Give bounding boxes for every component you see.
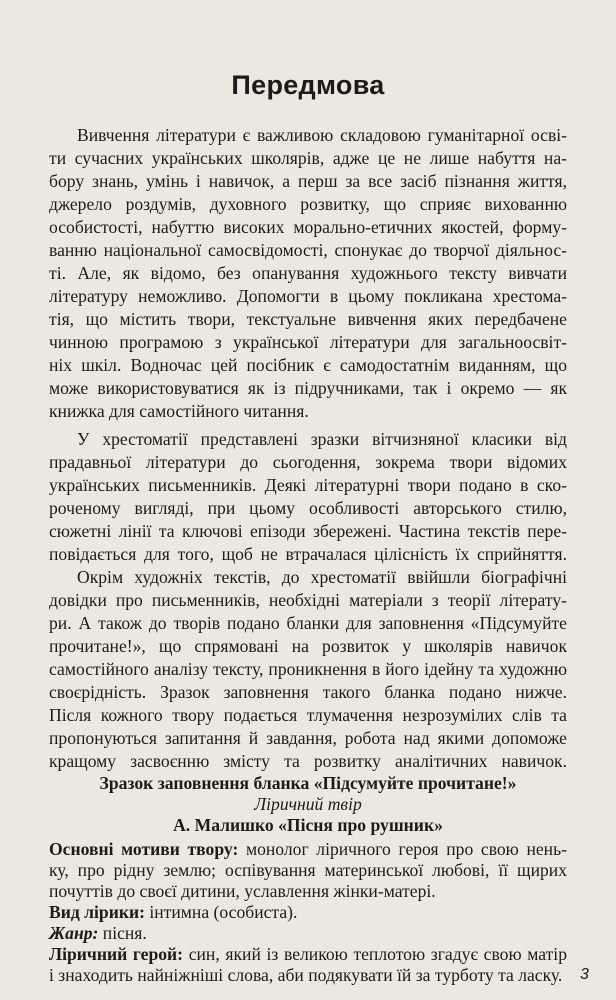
text-line: ри. А також до творів подано бланки для заповнення «Підсумуйте bbox=[49, 613, 567, 633]
lyric-kind-text: інтимна (особиста). bbox=[144, 902, 298, 922]
text-line: літературу неможливо. Допомогти в цьому покликана хрестома- bbox=[49, 286, 567, 306]
text-line: повідається для того, щоб не втрачалася цілісність їх сприйняття. bbox=[49, 544, 567, 564]
text-line: ті. Але, як відомо, без опанування художнього тексту вивчати bbox=[49, 263, 567, 283]
text-line: може використовуватися як із підручниками, так і окремо — як bbox=[49, 378, 567, 398]
text-line: довідки про письменників, необхідні матеріали з теорії літерату- bbox=[49, 590, 567, 610]
work-type: Ліричний твір bbox=[254, 794, 362, 814]
text-line: ніх шкіл. Водночас цей посібник є самодостатнім виданням, що bbox=[49, 355, 567, 375]
text-line: чинною програмою з української літератури для загальноосвіт- bbox=[49, 332, 567, 352]
page-number: 3 bbox=[580, 966, 589, 983]
text-line: прочитане!», що спрямовані на розвиток у школярів навичок bbox=[49, 636, 567, 656]
text-line: Після кожного твору подається тлумачення незрозумілих слів та bbox=[49, 705, 567, 725]
genre-label: Жанр: bbox=[49, 923, 99, 943]
text-line: Окрім художніх текстів, до хрестоматії ввійшли біографічні bbox=[77, 567, 567, 587]
text-line: роченому вигляді, при цьому особливості авторського стилю, bbox=[49, 498, 567, 518]
motives-label: Основні мотиви твору: bbox=[49, 839, 239, 859]
hero-label: Ліричний герой: bbox=[49, 944, 184, 964]
text-line: сюжетні лінії та ключові епізоди збережені. Частина текстів пере- bbox=[49, 521, 567, 541]
motives-text: монолог ліричного героя про свою нень- bbox=[238, 839, 567, 859]
hero-line bbox=[49, 943, 567, 965]
genre-line bbox=[49, 922, 567, 944]
text-line: самостійного аналізу тексту, проникнення в його ідейну та художню bbox=[49, 659, 567, 679]
text-line: прадавньої літератури до сьогодення, зокрема твори відомих bbox=[49, 452, 567, 472]
motives-line bbox=[49, 838, 567, 860]
text-line: і знаходить найніжніші слова, аби подякувати їй за турботу та ласку. bbox=[49, 965, 563, 985]
text-line: ванню національної самосвідомості, спонукає до творчої діяльнос- bbox=[49, 240, 567, 260]
text-line: тія, що містить твори, текстуальне вивчення яких передбачене bbox=[49, 309, 567, 329]
text-line: джерело роздумів, духовного розвитку, що сприяє вихованню bbox=[49, 194, 567, 214]
text-line: ку, про рідну землю; оспівування материнської любові, її щирих bbox=[49, 860, 567, 880]
text-line: ти сучасних українських школярів, адже це не лише набуття на- bbox=[49, 148, 567, 168]
lyric-kind-label: Вид лірики: bbox=[49, 902, 145, 922]
hero-text: син, який із великою теплотою згадує свою матір bbox=[183, 944, 567, 964]
sample-heading: Зразок заповнення бланка «Підсумуйте прочитане!» bbox=[99, 773, 517, 793]
text-line: пропонуються запитання й завдання, робота над якими допоможе bbox=[49, 728, 567, 748]
text-line: почуттів до своєї дитини, уславлення жінки-матері. bbox=[49, 881, 436, 901]
genre-text: пісня. bbox=[98, 923, 147, 943]
text-line: своєрідність. Зразок заповнення такого бланка подано нижче. bbox=[49, 682, 567, 702]
text-line: бору знань, умінь і навичок, а перш за все засіб пізнання життя, bbox=[49, 171, 567, 191]
text-line: українських письменників. Деякі літературні твори подано в ско- bbox=[49, 475, 567, 495]
page-title: Передмова bbox=[231, 70, 385, 100]
work-title: А. Малишко «Пісня про рушник» bbox=[173, 815, 443, 835]
lyric-kind-line bbox=[49, 901, 567, 923]
text-line: кращому засвоєнню змісту та розвитку аналітичних навичок. bbox=[49, 751, 567, 771]
text-line: особистості, набуттю високих морально-етичних якостей, форму- bbox=[49, 217, 567, 237]
text-line: книжка для самостійного читання. bbox=[49, 401, 309, 421]
text-line: У хрестоматії представлені зразки вітчизняної класики від bbox=[77, 429, 567, 449]
text-line: Вивчення літератури є важливою складовою гуманітарної осві- bbox=[77, 125, 567, 145]
